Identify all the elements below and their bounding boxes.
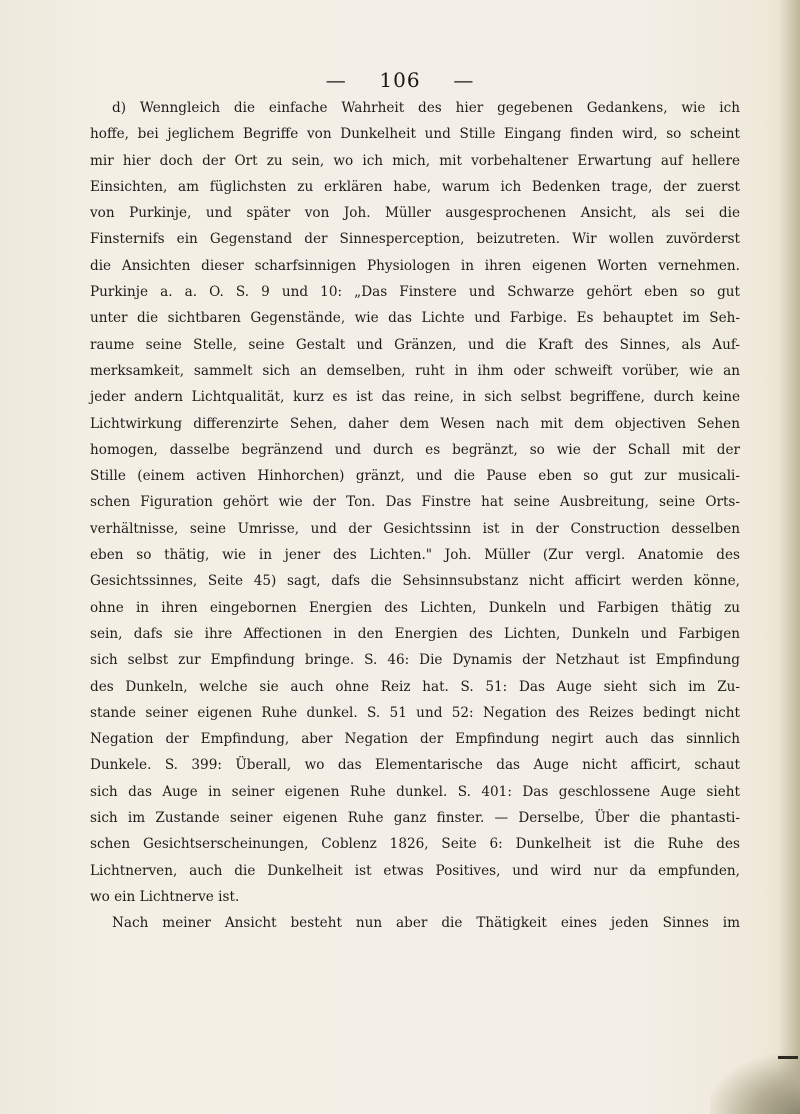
page-number: 106 [379, 68, 421, 92]
text-line: eben so thätig, wie in jener des Lichten." Joh. Müller (Zur vergl. Anatomie des [90, 547, 740, 564]
text-line: Einsichten, am füglichsten zu erklären habe, warum ich Bedenken trage, der zuerst [90, 178, 740, 195]
text-line: jeder andern Lichtqualität, kurz es ist das reine, in sich selbst begriffene, durch keine [90, 389, 740, 406]
text-line: die Ansichten dieser scharfsinnigen Physiologen in ihren eigenen Worten vernehmen. [90, 257, 740, 274]
text-line: hoffe, bei jeglichem Begriffe von Dunkelheit und Stille Eingang finden wird, so scheint [90, 126, 740, 143]
text-line: ohne in ihren eingebornen Energien des Lichten, Dunkeln und Farbigen thätig zu [90, 599, 740, 616]
text-line: von Purkinje, und später von Joh. Müller ausgesprochenen Ansicht, als sei die [90, 205, 740, 222]
text-line: Lichtnerven, auch die Dunkelheit ist etwas Positives, und wird nur da empfunden, [90, 862, 740, 879]
text-line: unter die sichtbaren Gegenstände, wie das Lichte und Farbige. Es behauptet im Seh- [90, 310, 740, 327]
header-dash-left: — [325, 68, 347, 92]
text-line: Nach meiner Ansicht besteht nun aber die Thätigkeit eines jeden Sinnes im [112, 915, 740, 932]
text-line: mir hier doch der Ort zu sein, wo ich mich, mit vorbehaltener Erwartung auf hellere [90, 152, 740, 169]
footnote-text-block [90, 95, 740, 937]
page-corner-shadow [710, 1054, 800, 1114]
text-line: sich im Zustande seiner eigenen Ruhe ganz finster. — Derselbe, Über die phantasti- [90, 810, 740, 827]
text-line: d) Wenngleich die einfache Wahrheit des hier gegebenen Gedankens, wie ich [112, 100, 740, 116]
text-line: homogen, dasselbe begränzend und durch es begränzt, so wie der Schall mit der [90, 441, 740, 458]
text-line: wo ein Lichtnerve ist. [90, 888, 240, 905]
page-header [0, 68, 800, 92]
text-line: verhältnisse, seine Umrisse, und der Gesichtssinn ist in der Construction desselben [90, 520, 740, 537]
text-line: stande seiner eigenen Ruhe dunkel. S. 51 und 52: Negation des Reizes bedingt nicht [90, 704, 740, 721]
text-line: schen Gesichtserscheinungen, Coblenz 1826, Seite 6: Dunkelheit ist die Ruhe des [90, 836, 740, 853]
text-line: Dunkele. S. 399: Überall, wo das Elementarische das Auge nicht afficirt, schaut [90, 757, 740, 774]
text-line: Finsternifs ein Gegenstand der Sinnesperception, beizutreten. Wir wollen zuvörderst [90, 231, 740, 248]
text-line: Negation der Empfindung, aber Negation der Empfindung negirt auch das sinnlich [90, 731, 740, 748]
text-line: des Dunkeln, welche sie auch ohne Reiz hat. S. 51: Das Auge sieht sich im Zu- [90, 678, 740, 695]
header-dash-right: — [453, 68, 475, 92]
text-line: Purkinje a. a. O. S. 9 und 10: „Das Finstere und Schwarze gehört eben so gut [90, 284, 740, 301]
text-line: Gesichtssinnes, Seite 45) sagt, dafs die Sehsinnsubstanz nicht afficirt werden könne, [90, 573, 740, 590]
ink-smear [778, 1056, 798, 1059]
text-line: schen Figuration gehört wie der Ton. Das Finstre hat seine Ausbreitung, seine Orts- [90, 494, 740, 511]
page-edge-shadow [778, 0, 800, 1114]
text-line: raume seine Stelle, seine Gestalt und Gränzen, und die Kraft des Sinnes, als Auf- [90, 336, 740, 353]
text-line: Lichtwirkung differenzirte Sehen, daher dem Wesen nach mit dem objectiven Sehen [90, 415, 740, 432]
text-line: sein, dafs sie ihre Affectionen in den Energien des Lichten, Dunkeln und Farbigen [90, 625, 740, 642]
text-line: sich selbst zur Empfindung bringe. S. 46: Die Dynamis der Netzhaut ist Empfindung [90, 652, 740, 669]
text-line: merksamkeit, sammelt sich an demselben, ruht in ihm oder schweift vorüber, wie an [90, 362, 740, 379]
text-line: Stille (einem activen Hinhorchen) gränzt, und die Pause eben so gut zur musicali- [90, 468, 740, 485]
text-line: sich das Auge in seiner eigenen Ruhe dunkel. S. 401: Das geschlossene Auge sieht [90, 783, 740, 800]
